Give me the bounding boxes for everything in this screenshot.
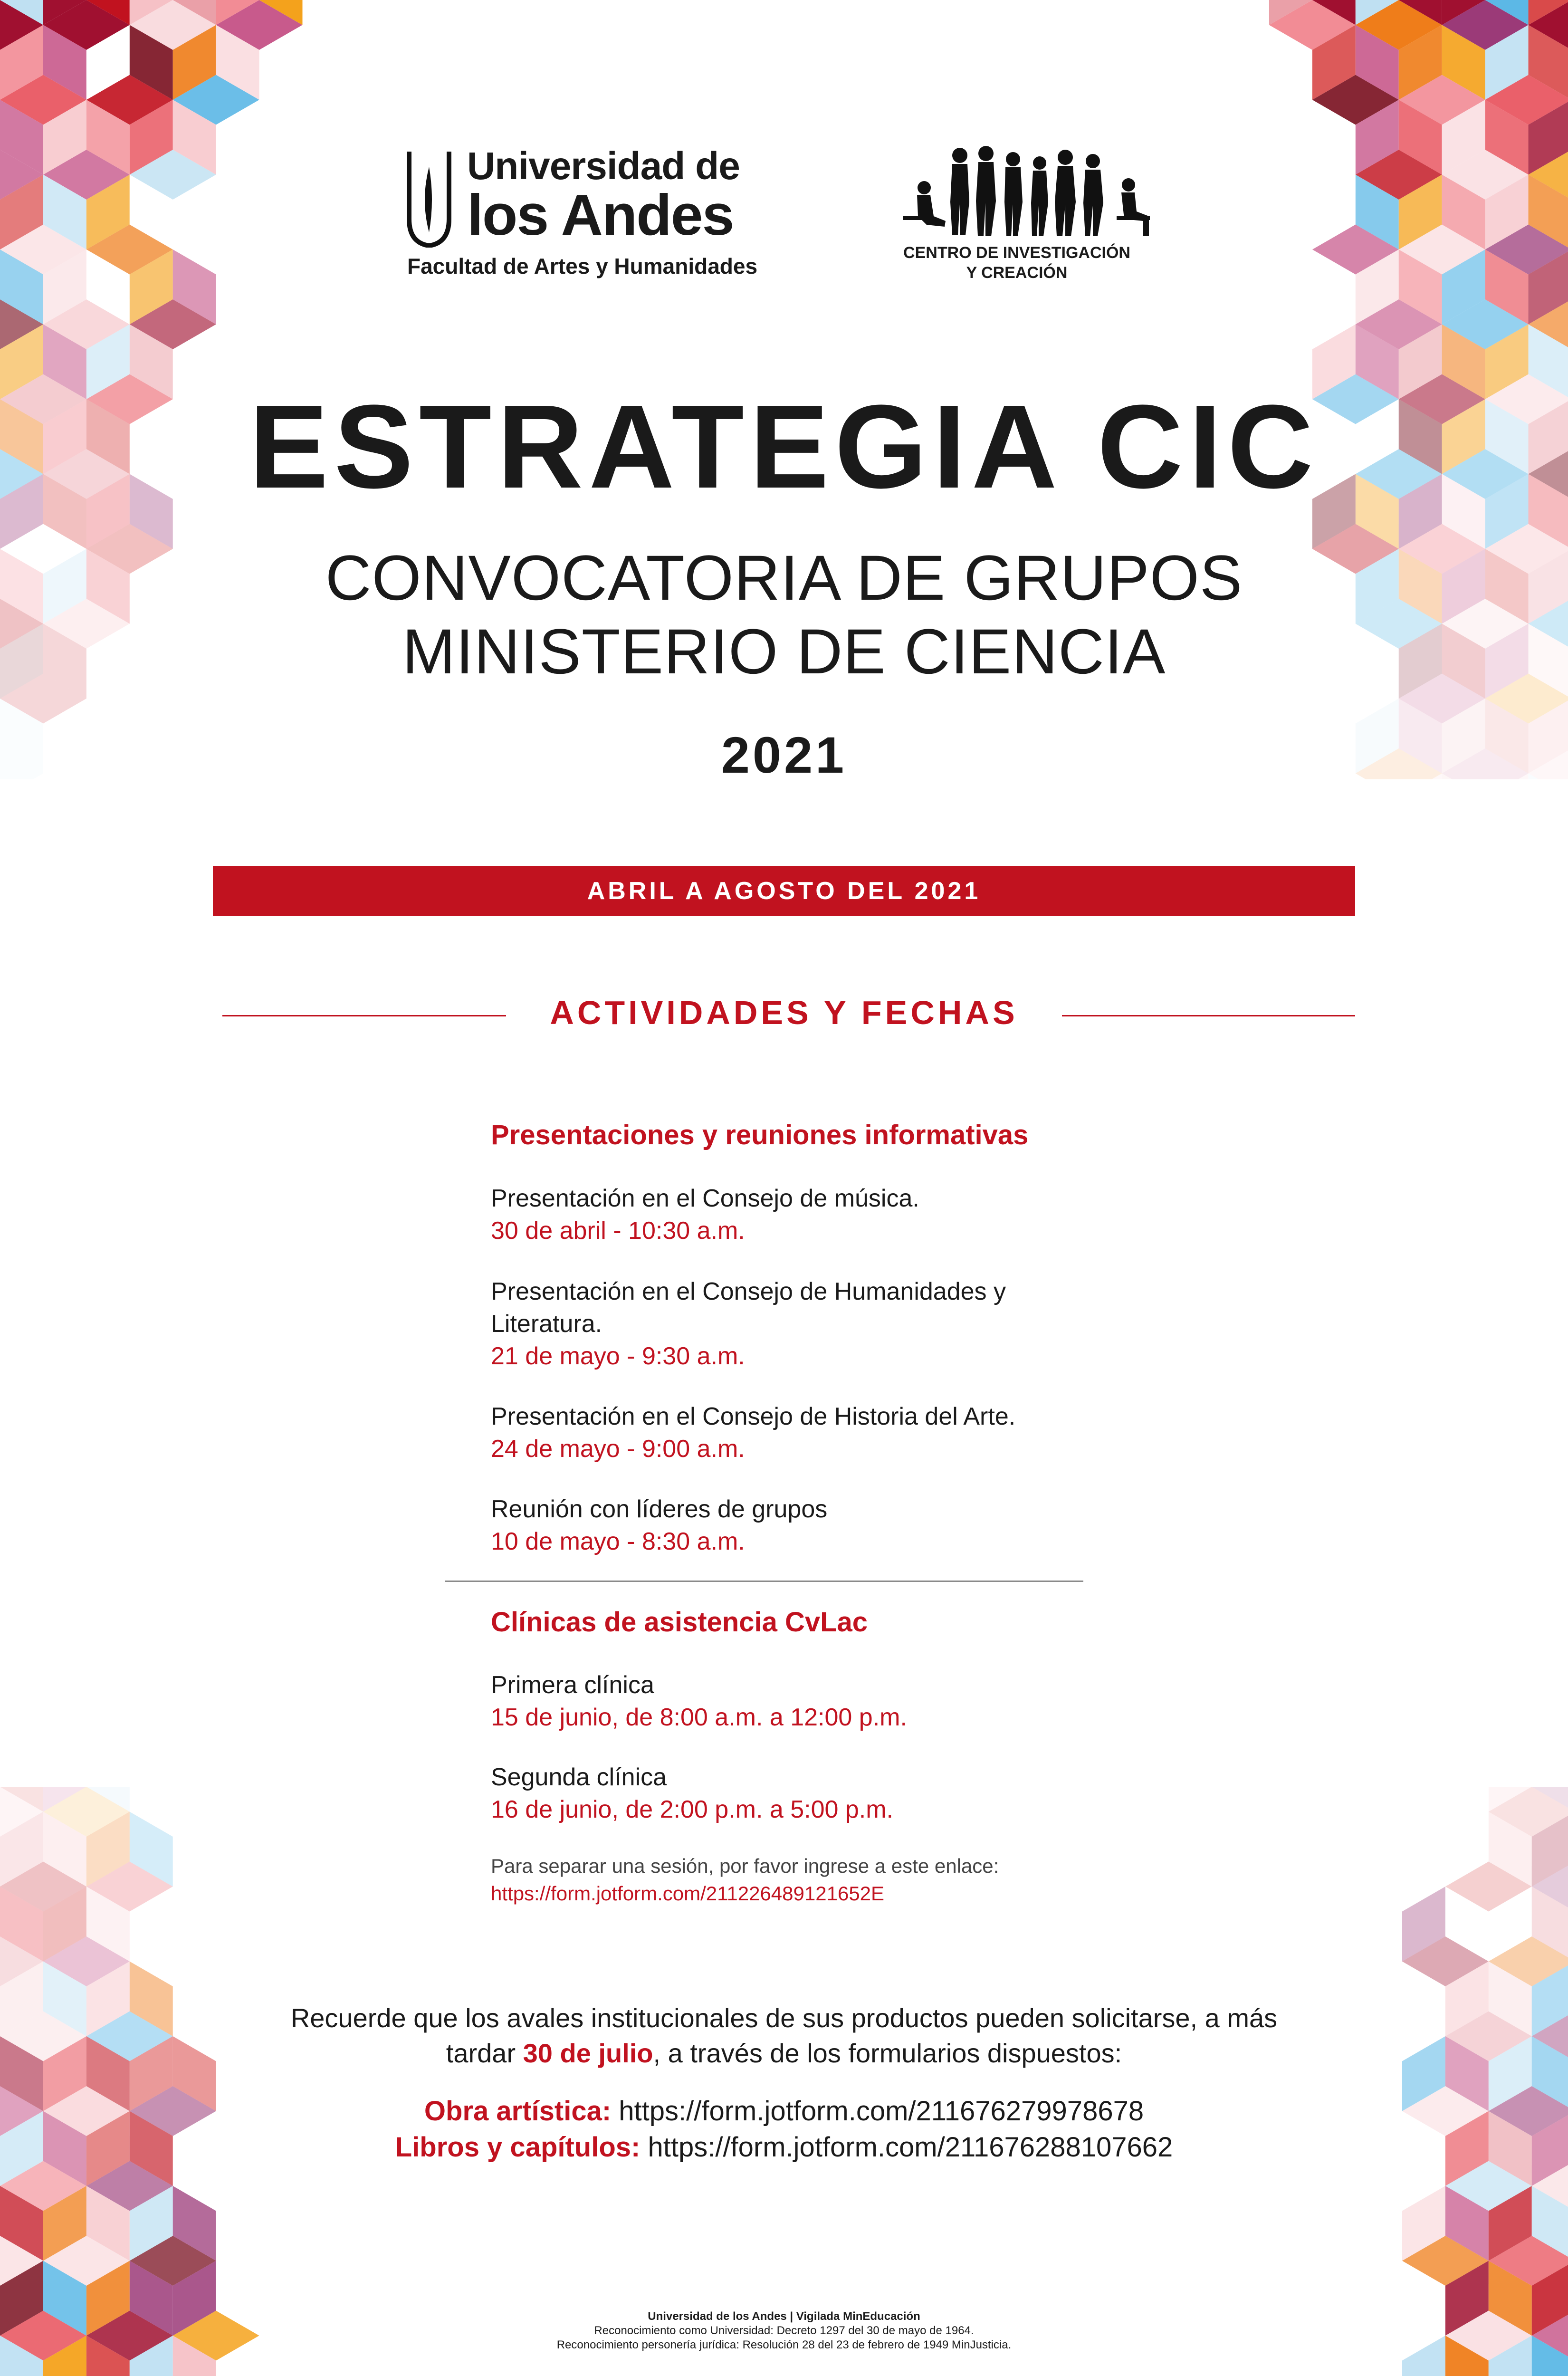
activity-text: Presentación en el Consejo de Humanidades y Literatura. bbox=[491, 1278, 1006, 1338]
form-label: Libros y capítulos: bbox=[395, 2132, 641, 2163]
footer-line1: Universidad de los Andes | Vigilada MinEducación bbox=[648, 2310, 920, 2323]
year: 2021 bbox=[721, 726, 847, 784]
university-logo bbox=[406, 144, 758, 287]
section-title: ACTIVIDADES Y FECHAS bbox=[550, 994, 1018, 1031]
deadline-date: 30 de julio bbox=[523, 2038, 653, 2068]
date-range-banner: ABRIL A AGOSTO DEL 2021 bbox=[213, 866, 1355, 916]
presentaciones-heading: Presentaciones y reuniones informativas bbox=[491, 1120, 1029, 1150]
faculty-name: Facultad de Artes y Humanidades bbox=[407, 254, 758, 278]
activity-text: Reunión con líderes de grupos bbox=[491, 1495, 828, 1523]
center-logo bbox=[884, 145, 1164, 297]
footer-line2: Reconocimiento como Universidad: Decreto 1297 del 30 de mayo de 1964. bbox=[594, 2324, 974, 2337]
clinic-note-link[interactable]: https://form.jotform.com/211226489121652E bbox=[491, 1882, 885, 1905]
list-item bbox=[491, 1493, 1109, 1558]
university-name-line1: Universidad de bbox=[467, 144, 740, 188]
form-link-libros[interactable] bbox=[0, 2129, 1568, 2165]
activity-date: 21 de mayo - 9:30 a.m. bbox=[491, 1342, 745, 1370]
reminder-line2: tardar 30 de julio, a través de los formularios dispuestos: bbox=[446, 2038, 1122, 2068]
activity-date: 24 de mayo - 9:00 a.m. bbox=[491, 1435, 745, 1463]
list-item bbox=[491, 1669, 1109, 1734]
list-item bbox=[491, 1761, 1109, 1826]
clinicas-heading: Clínicas de asistencia CvLac bbox=[491, 1607, 868, 1638]
clinic-text: Segunda clínica bbox=[491, 1763, 667, 1791]
hex-pattern-bottom-left bbox=[0, 1787, 266, 2376]
clinic-text: Primera clínica bbox=[491, 1671, 654, 1699]
activity-date: 30 de abril - 10:30 a.m. bbox=[491, 1217, 745, 1245]
university-crest-icon bbox=[406, 148, 452, 248]
center-name-line2: Y CREACIÓN bbox=[966, 264, 1068, 282]
reminder-paragraph bbox=[0, 2001, 1568, 2071]
form-url[interactable]: https://form.jotform.com/211676288107662 bbox=[640, 2132, 1173, 2163]
clinic-note bbox=[491, 1852, 1156, 1907]
hex-pattern-bottom-right bbox=[1359, 1787, 1568, 2376]
page-title: ESTRATEGIA CIC bbox=[249, 380, 1319, 513]
list-item bbox=[491, 1400, 1109, 1465]
clinic-date: 15 de junio, de 8:00 a.m. a 12:00 p.m. bbox=[491, 1704, 907, 1731]
university-name-line2: los Andes bbox=[467, 182, 734, 247]
list-divider bbox=[445, 1581, 1083, 1582]
center-name-line1: CENTRO DE INVESTIGACIÓN bbox=[903, 244, 1130, 262]
footer bbox=[0, 2309, 1568, 2352]
activity-date: 10 de mayo - 8:30 a.m. bbox=[491, 1528, 745, 1555]
list-item bbox=[491, 1275, 1080, 1372]
silhouettes-icon bbox=[889, 145, 1155, 240]
subtitle-line2: MINISTERIO DE CIENCIA bbox=[402, 616, 1166, 687]
reminder-line1: Recuerde que los avales institucionales de sus productos pueden solicitarse, a más bbox=[290, 2003, 1278, 2033]
list-item bbox=[491, 1182, 1109, 1247]
subtitle-line1: CONVOCATORIA DE GRUPOS bbox=[325, 543, 1243, 613]
activity-text: Presentación en el Consejo de música. bbox=[491, 1185, 919, 1212]
footer-line3: Reconocimiento personería jurídica: Resolución 28 del 23 de febrero de 1949 MinJusticia. bbox=[556, 2338, 1012, 2351]
form-links bbox=[0, 2093, 1568, 2165]
form-label: Obra artística: bbox=[424, 2096, 612, 2127]
form-url[interactable]: https://form.jotform.com/211676279978678 bbox=[611, 2096, 1144, 2127]
form-link-obra[interactable] bbox=[0, 2093, 1568, 2129]
clinic-note-text: Para separar una sesión, por favor ingrese a este enlace: bbox=[491, 1855, 999, 1877]
activity-text: Presentación en el Consejo de Historia del Arte. bbox=[491, 1403, 1016, 1430]
clinic-date: 16 de junio, de 2:00 p.m. a 5:00 p.m. bbox=[491, 1796, 894, 1823]
